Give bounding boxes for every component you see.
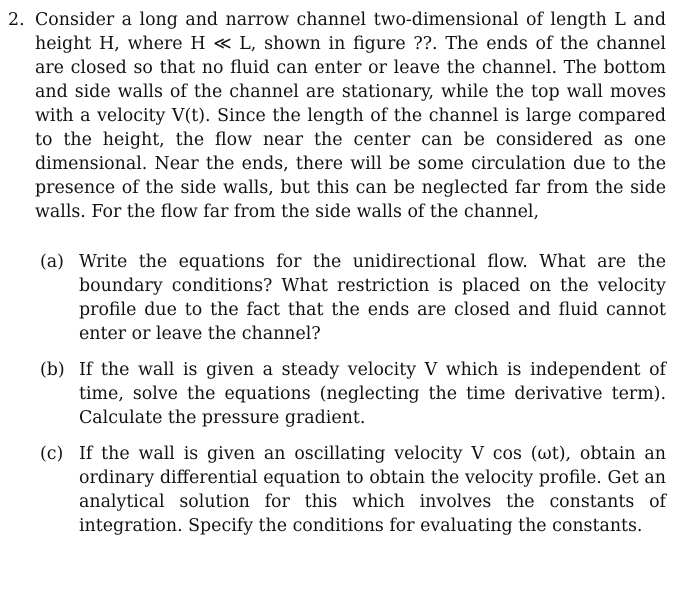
part-a-label: (a)	[40, 252, 64, 272]
part-c	[0, 442, 666, 538]
problem-statement	[8, 8, 666, 224]
problem-text: Consider a long and narrow channel two-dimensional of length L and height H, where H ≪ L, shown in figure ??. The ends of the channel are closed so that no fluid can enter or leave the channel. The bottom and side walls of the channel are stationary, while the top wall moves with a velocity V(t). Since the length of the channel is large compared to the height, the flow near the center can be considered as one dimensional. Near the ends, there will be some circulation due to the presence of the side walls, but this can be neglected far from the side walls. For the flow far from the side walls of the channel,	[35, 10, 666, 222]
problem-number: 2.	[8, 10, 25, 30]
part-b	[0, 358, 666, 430]
part-c-label: (c)	[40, 444, 64, 464]
part-b-label: (b)	[40, 360, 65, 380]
part-a	[0, 250, 666, 346]
part-b-text: If the wall is given a steady velocity V which is independent of time, solve the equations (neglecting the time derivative term). Calculate the pressure gradient.	[79, 360, 666, 428]
part-a-text: Write the equations for the unidirectional flow. What are the boundary conditions? What restriction is placed on the velocity profile due to the fact that the ends are closed and fluid cannot enter or leave the channel?	[79, 252, 666, 344]
problem-parts-list	[0, 250, 666, 550]
part-c-text: If the wall is given an oscillating velocity V cos (ωt), obtain an ordinary differential equation to obtain the velocity profile. Get an analytical solution for this which involves the constants of integration. Specify the conditions for evaluating the constants.	[79, 444, 666, 536]
